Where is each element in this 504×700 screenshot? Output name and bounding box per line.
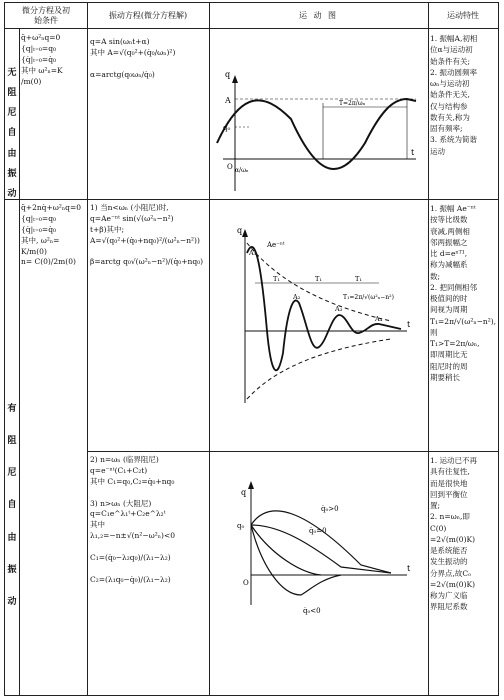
A-label: A — [225, 96, 231, 105]
q0-label: q₀ — [237, 522, 245, 530]
header-col4: 运动特性 — [447, 11, 479, 21]
header-col3: 运 动 图 — [298, 11, 339, 21]
envelope-label: Ae⁻ⁿᵗ — [267, 241, 285, 249]
undamped-row-label — [5, 63, 19, 204]
A2-label: A₂ — [293, 293, 301, 301]
label-char: 由 — [7, 532, 17, 543]
q-axis-arrow — [242, 229, 248, 237]
damped-equation: q̈+2nq̇+ω²ₙq=0 {q|ₜ₌₀=q₀ {q̇|ₜ₌₀=q̇₀ 其中, ω²ₙ= K/m(0) n= C(0)/2m(0) — [21, 203, 81, 267]
label-char: 尼 — [7, 468, 17, 479]
underdamped-motion-chart — [211, 203, 426, 449]
undamped-characteristics: 1. 振幅A,初相 位α与运动初 始条件有关; 2. 振动圆频率 ωₙ与运动初 始条件无关, 仅与结构参 数有关,称为 固有频率; 3. 系统为简谐 运动 — [430, 34, 478, 156]
label-char: 动 — [7, 596, 17, 607]
label-char: 阻 — [7, 88, 17, 99]
T1-label: T₁ — [315, 275, 322, 283]
undamped-equation: q̈+ω²ₙq=0 {q|ₜ₌₀=q₀ {q̇|ₜ₌₀=q̇₀ 其中 ω²ₙ=K /m(0) — [21, 33, 63, 86]
vibration-table — [4, 2, 499, 696]
overdamped-motion-chart — [211, 455, 426, 693]
T1-formula: T₁=2π/√(ω²ₙ−n²) — [343, 294, 394, 301]
t-label: t — [411, 148, 415, 157]
origin-label: O — [243, 579, 249, 587]
phase-label: α/ωₙ — [235, 167, 249, 174]
curve-positive — [251, 511, 391, 573]
T1-label: T₁ — [273, 275, 280, 283]
underdamped-solution: 1) 当n<ωₙ (小阻尼)时, q=Ae⁻ⁿᵗ sin(√(ω²ₙ−n²) t+β)其中; A=√(q₀²+(q̇₀+nq₀)²/(ω²ₙ−n²)) β=arctg q₀√(ω²ₙ−n²)/(q̇₀+nq₀) — [90, 203, 204, 267]
label-char: 无 — [7, 68, 17, 78]
label-char: 自 — [7, 500, 17, 511]
damped-row-label — [5, 393, 19, 618]
label-char: 动 — [7, 188, 17, 199]
neg-label: q̇₀<0 — [303, 607, 321, 615]
col-divider — [209, 3, 210, 695]
q-label: q — [237, 226, 243, 235]
q0-label: q₀ — [223, 124, 231, 132]
label-char: 尼 — [7, 108, 17, 119]
row-divider — [5, 199, 498, 200]
q-axis-arrow — [248, 481, 254, 489]
q-label: q — [225, 70, 231, 79]
pos-label: q̇₀>0 — [321, 505, 339, 513]
decay-curve — [247, 247, 401, 370]
overdamped-characteristics: 1. 运动已不再 具有往复性, 而是很快地 回到平衡位 置; 2. n=ωₙ,即 C(0) =2√(m(0)K) 是系统能否 发生振动的 分界点,故Cₒ =2√(m(0)K) 称为广义临 界阻尼系数 — [430, 456, 478, 612]
period-label: T=2π/ωₙ — [339, 100, 366, 107]
A4-label: A₄ — [375, 315, 383, 323]
q-label: q — [241, 488, 247, 497]
zero-label: q̇₀=0 — [309, 527, 327, 535]
t-label: t — [407, 320, 411, 329]
label-char: 有 — [7, 404, 17, 414]
undamped-solution: q=A sin(ωₙt+α) 其中 A=√(q₀²+(q̇₀/ωₙ)²) α=arctg(q₀ωₙ/q̇₀) — [90, 37, 176, 79]
col-divider — [428, 3, 429, 695]
header-col1: 微分方程及初 始条件 — [22, 6, 70, 25]
overdamped-solution: 2) n=ωₙ (临界阻尼) q=e⁻ⁿᵗ(C₁+C₂t) 其中 C₁=q₀,C₂=q̇₀+nq₀ 3) n>ωₙ (大阻尼) q=C₁e^λ₁ᵗ+C₂e^λ₂ᵗ 其中 λ₁,₂=−n±√(n²−ω²ₙ)<0 C₁=(q̇₀−λ₂q₀)/(λ₁−λ₂) C₂=(λ₁q₀−q̇₀)/(λ₁−λ₂) — [90, 455, 176, 584]
label-char: 振 — [7, 168, 17, 179]
T1-label: T₁ — [355, 275, 362, 283]
A1-label: A₁ — [249, 249, 257, 257]
t-label: t — [407, 564, 411, 573]
q-axis-arrow — [232, 75, 238, 83]
label-char: 由 — [7, 148, 17, 159]
origin-label: O — [227, 163, 233, 171]
row-divider — [87, 451, 498, 452]
A3-label: A₃ — [335, 305, 343, 313]
undamped-motion-chart — [211, 31, 426, 196]
label-char: 自 — [7, 128, 17, 139]
underdamped-characteristics: 1. 振幅 Ae⁻ⁿᵗ 按等比级数 衰减,两侧相 邻两振幅之 比 d=eⁿᵀ¹, 称为减幅系 数; 2. 把同侧相邻 极值间的时 间视为周期 T₁=2π/√(ω²ₙ−n²), 则 T₁>T=2π/ωₙ, 即周期比无 阻尼时的周 期要稍长 — [430, 204, 497, 382]
col-divider — [87, 3, 88, 695]
label-char: 振 — [7, 564, 17, 575]
label-char: 阻 — [7, 436, 17, 447]
header-col2: 振动方程(微分方程解) — [108, 11, 188, 21]
header-divider — [5, 28, 498, 29]
col-divider — [19, 28, 20, 695]
